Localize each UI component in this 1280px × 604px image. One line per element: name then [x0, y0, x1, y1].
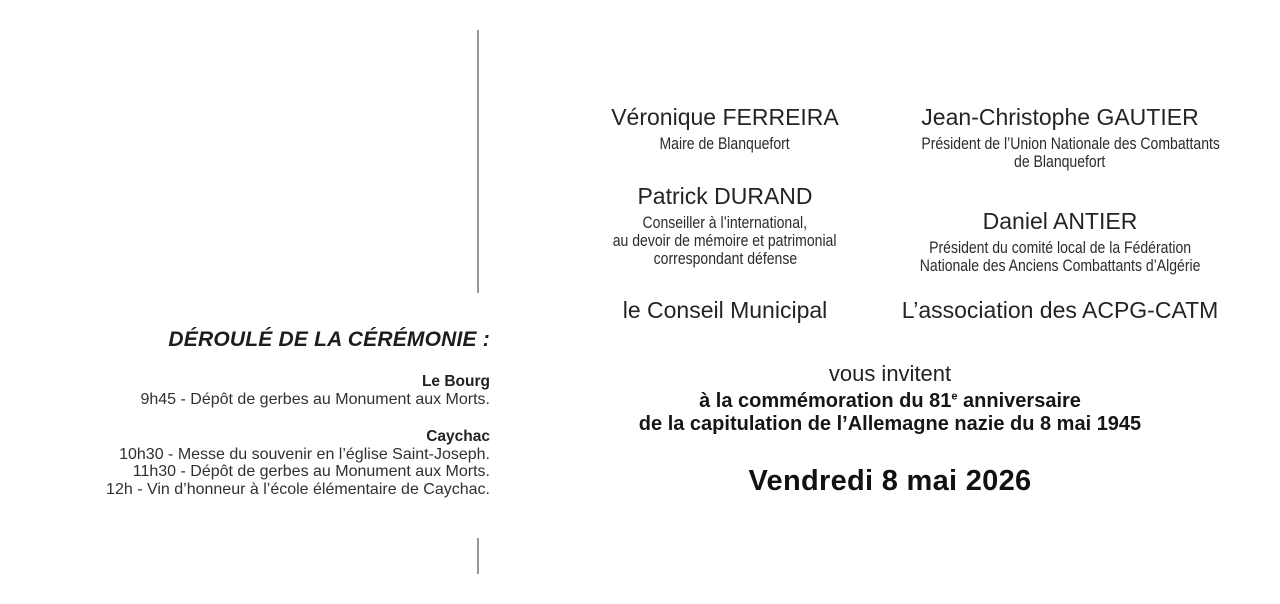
fold-line-top	[477, 30, 479, 293]
host-role-line: Président du comité local de la Fédération	[929, 239, 1191, 257]
invitation-line-2: de la capitulation de l’Allemagne nazie du 8 mai 1945	[638, 412, 1142, 435]
host-role-line: correspondant défense	[653, 250, 797, 268]
host-name: Daniel ANTIER	[982, 208, 1138, 234]
host-roles	[560, 135, 890, 153]
host-entry-councillor	[560, 183, 890, 268]
ordinal-superscript: e	[951, 390, 958, 403]
schedule-section-caychac	[0, 428, 490, 499]
schedule-section-le-bourg	[0, 373, 490, 409]
host-role-line: de Blanquefort	[1014, 153, 1106, 171]
schedule-item: 12h - Vin d’honneur à l’école élémentaire de Caychac.	[106, 480, 490, 498]
invitation-date: Vendredi 8 mai 2026	[748, 465, 1032, 497]
host-entry-unc-president	[895, 104, 1225, 171]
schedule-item: 11h30 - Dépôt de gerbes au Monument aux Morts.	[132, 463, 490, 480]
host-name: Jean-Christophe GAUTIER	[921, 104, 1199, 130]
host-role-line: au devoir de mémoire et patrimonial	[613, 232, 837, 250]
invitation-line-1: à la commémoration du 81e anniversaire	[699, 390, 1081, 412]
host-entry-acpg-catm	[895, 297, 1225, 324]
invitation-block	[560, 361, 1220, 498]
schedule-item: 10h30 - Messe du souvenir en l’église Saint-Joseph.	[119, 445, 490, 463]
schedule-heading-le-bourg: Le Bourg	[421, 373, 490, 390]
host-name: Véronique FERREIRA	[611, 104, 839, 130]
host-entry-municipal-council	[560, 297, 890, 324]
host-roles	[895, 239, 1225, 275]
host-roles	[895, 135, 1225, 171]
ceremony-schedule	[0, 327, 490, 498]
host-role-line: Maire de Blanquefort	[659, 135, 791, 153]
host-name: le Conseil Municipal	[622, 297, 828, 323]
host-entry-fnaca-president	[895, 208, 1225, 275]
fold-line-bottom	[477, 538, 479, 574]
schedule-title: DÉROULÉ DE LA CÉRÉMONIE :	[168, 328, 490, 351]
host-role-line: Président de l’Union Nationale des Combattants	[921, 135, 1220, 153]
host-name: Patrick DURAND	[637, 183, 813, 209]
host-name: L’association des ACPG-CATM	[901, 297, 1219, 323]
host-roles	[560, 214, 890, 268]
schedule-heading-caychac: Caychac	[426, 427, 490, 445]
invitation-intro: vous invitent	[828, 361, 952, 386]
host-role-line: Nationale des Anciens Combattants d’Algérie	[919, 257, 1201, 275]
host-entry-mayor	[560, 104, 890, 153]
host-role-line: Conseiller à l’international,	[642, 214, 808, 232]
schedule-item: 9h45 - Dépôt de gerbes au Monument aux Morts.	[140, 391, 490, 408]
